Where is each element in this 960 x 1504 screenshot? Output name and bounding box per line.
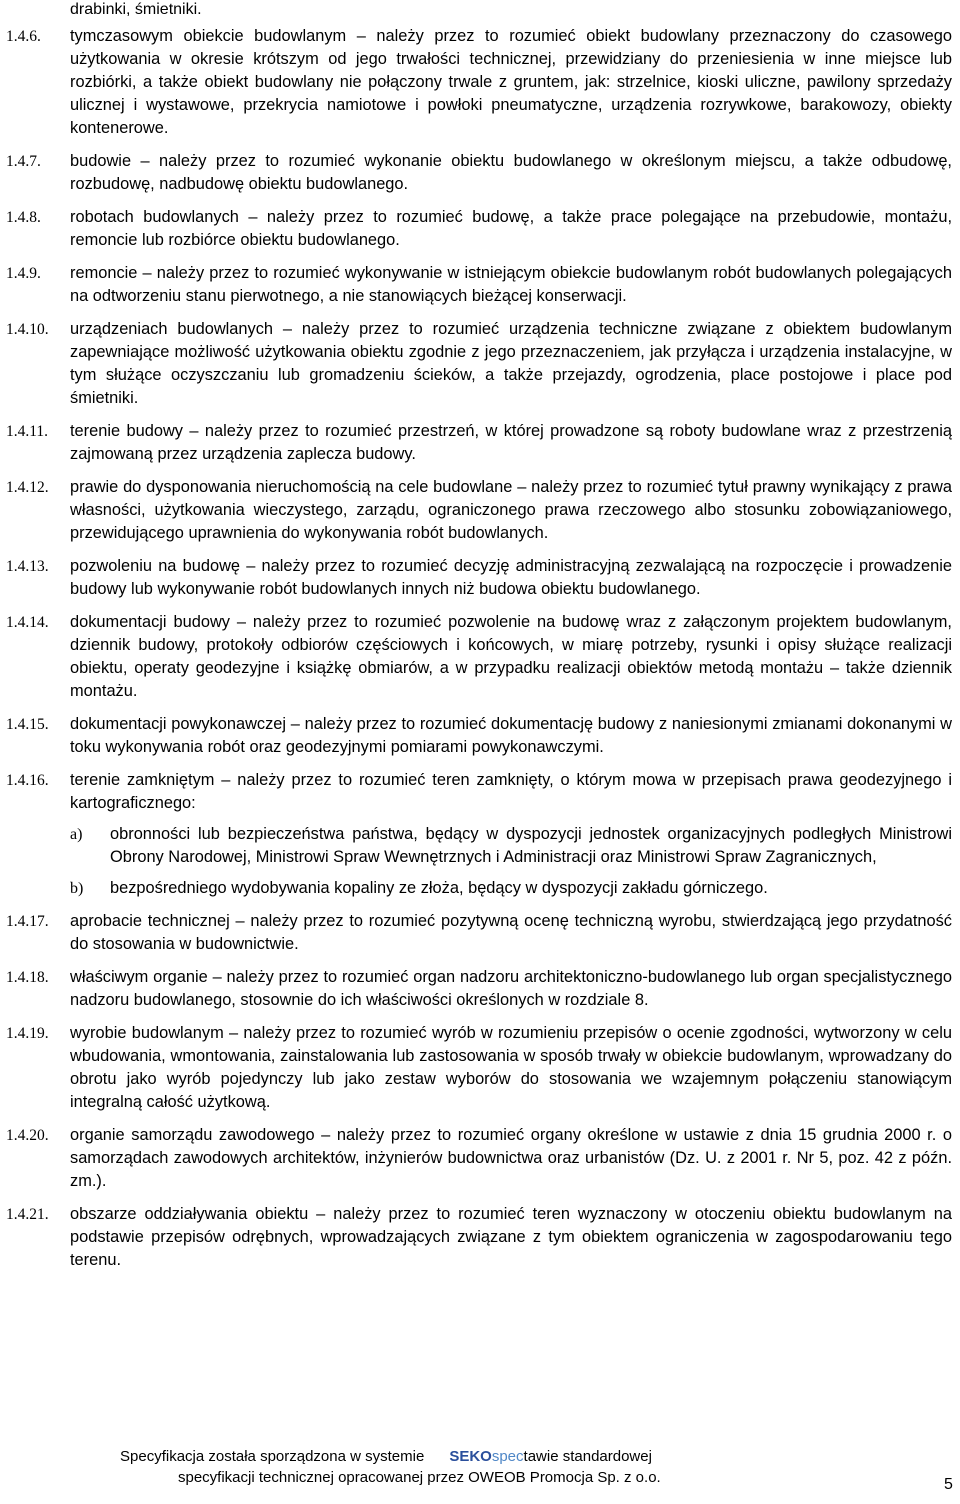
definition-number: 1.4.13. [6,558,49,575]
definition-number: 1.4.12. [6,479,49,496]
definition-text: terenie zamkniętym – należy przez to rozumieć teren zamknięty, o którym mowa w przepisach prawa geodezyjnego i kartograficznego: [70,771,952,812]
definition-item [0,1203,960,1272]
definition-text: dokumentacji powykonawczej – należy przez to rozumieć dokumentację budowy z naniesionymi zmianami dokonanymi w toku wykonywania robót oraz geodezyjnymi pomiarami powykonawczymi. [70,715,952,756]
definition-number: 1.4.19. [6,1025,49,1042]
definition-text: dokumentacji budowy – należy przez to rozumieć pozwolenie na budowę wraz z załączonym projektem budowlanym, dziennik budowy, protokoły odbiorów częściowych i końcowych, w miarę potrzeby, rysunki i opisy służące realizacji obiektu, operaty geodezyjne i książkę obmiarów, a w przypadku realizacji obiektów metodą montażu – także dziennik montażu. [70,613,952,700]
definition-item [0,206,960,252]
footer-suffix: tawie standardowej [523,1448,652,1465]
definition-number: 1.4.7. [6,153,41,170]
definition-number: 1.4.18. [6,969,49,986]
definition-text: tymczasowym obiekcie budowlanym – należy przez to rozumieć obiekt budowlany przeznaczony do czasowego użytkowania w okresie krótszym od jego trwałości technicznej, przewidziany do przeniesienia w inne miejsce lub rozbiórki, a także obiekt budowlany nie połączony trwale z gruntem, jak: strzelnice, kioski uliczne, pawilony sprzedaży ulicznej i wystawowe, przekrycia namiotowe i powłoki pneumatyczne, urządzenia rozrywkowe, barakowozy, obiekty kontenerowe. [70,27,952,137]
definition-number: 1.4.14. [6,614,49,631]
definition-number: 1.4.20. [6,1127,49,1144]
definition-item [0,318,960,410]
footer-line-1 [120,1446,652,1467]
definition-text: organie samorządu zawodowego – należy przez to rozumieć organy określone w ustawie z dnia 15 grudnia 2000 r. o samorządach zawodowych architektów, inżynierów budownictwa oraz urbanistów (Dz. U. z 2001 r. Nr 5, poz. 42 z późn. zm.). [70,1126,952,1190]
definition-item [0,420,960,466]
definition-text: wyrobie budowlanym – należy przez to rozumieć wyrób w rozumieniu przepisów o ocenie zgodności, wytworzony w celu wbudowania, wmontowania, zainstalowania lub zastosowania w sposób trwały w obiekcie budowlanym, wprowadzany do obrotu jako wyrób pojedynczy lub jako zestaw wyborów do stosowania we wzajemnym połączeniu stanowiącym integralną całość użytkową. [70,1024,952,1111]
definition-text: robotach budowlanych – należy przez to rozumieć budowę, a także prace polegające na przebudowie, montażu, remoncie lub rozbiórce obiektu budowlanego. [70,208,952,249]
footer-prefix: Specyfikacja została sporządzona w systemie [120,1448,425,1465]
definitions-list [0,25,960,1282]
definition-number: 1.4.9. [6,265,41,282]
definition-item [0,1124,960,1193]
definition-item [0,769,960,900]
definition-item [0,555,960,601]
definition-number: 1.4.21. [6,1206,49,1223]
definition-item [0,25,960,140]
definition-subitem [70,823,952,869]
definition-subitem [70,877,952,900]
definition-number: 1.4.8. [6,209,41,226]
page-number: 5 [944,1476,953,1493]
definition-text: prawie do dysponowania nieruchomością na cele budowlane – należy przez to rozumieć tytuł prawny wynikający z prawa własności, użytkowania wieczystego, zarządu, ograniczonego prawa rzeczowego albo stosunku zobowiązaniowego, przewidującego uprawnienia do wykonywania robót budowlanych. [70,478,952,542]
continued-text: drabinki, śmietniki. [70,1,202,18]
definition-item [0,966,960,1012]
definition-item [0,910,960,956]
subitem-letter: a) [70,826,83,843]
logo-bold-text: SEKO [449,1448,492,1465]
definition-text: właściwym organie – należy przez to rozumieć organ nadzoru architektoniczno-budowlanego lub organ specjalistycznego nadzoru budowlanego, stosownie do ich właściwości określonych w rozdziale 8. [70,968,952,1009]
definition-number: 1.4.6. [6,28,41,45]
definition-text: aprobacie technicznej – należy przez to rozumieć pozytywną ocenę techniczną wyrobu, stwierdzającą jego przydatność do stosowania w budownictwie. [70,912,952,953]
footer-line-2: specyfikacji technicznej opracowanej przez OWEOB Promocja Sp. z o.o. [178,1469,661,1486]
definition-text: budowie – należy przez to rozumieć wykonanie obiektu budowlanego w określonym miejscu, a także odbudowę, rozbudowę, nadbudowę obiektu budowlanego. [70,152,952,193]
subitem-text: bezpośredniego wydobywania kopaliny ze złoża, będący w dyspozycji zakładu górniczego. [110,879,768,897]
definition-item [0,150,960,196]
definition-item [0,262,960,308]
subitem-text: obronności lub bezpieczeństwa państwa, będący w dyspozycji jednostek organizacyjnych podległych Ministrowi Obrony Narodowej, Ministrowi Spraw Wewnętrznych i Administracji oraz Ministrowi Spraw Zagranicznych, [110,825,952,866]
definition-text: obszarze oddziaływania obiektu – należy przez to rozumieć teren wyznaczony w otoczeniu obiektu budowlanym na podstawie przepisów odrębnych, wprowadzających związane z tym obiektem ograniczenia w zagospodarowaniu tego terenu. [70,1205,952,1269]
definition-number: 1.4.11. [6,423,49,440]
definition-text: terenie budowy – należy przez to rozumieć przestrzeń, w której prowadzone są roboty budowlane wraz z przestrzenią zajmowaną przez urządzenia zaplecza budowy. [70,422,952,463]
definition-number: 1.4.15. [6,716,49,733]
definition-item [0,611,960,703]
definition-number: 1.4.10. [6,321,49,338]
definition-item [0,713,960,759]
logo-light-text: spec [491,1448,524,1465]
subitem-letter: b) [70,880,84,897]
definition-text: pozwoleniu na budowę – należy przez to rozumieć decyzję administracyjną zezwalającą na rozpoczęcie i prowadzenie budowy lub wykonywanie robót budowlanych innych niż budowa obiektu budowlanego. [70,557,952,598]
definition-number: 1.4.17. [6,913,49,930]
definition-number: 1.4.16. [6,772,49,789]
definition-text: urządzeniach budowlanych – należy przez to rozumieć urządzenia techniczne związane z obiektem budowlanym zapewniające możliwość użytkowania obiektu zgodnie z jego przeznaczeniem, jak przyłącza i urządzenia instalacyjne, w tym służące oczyszczaniu lub gromadzeniu ścieków, a także przejazdy, ogrodzenia, place postojowe i place pod śmietniki. [70,320,952,407]
sekospec-logo [449,1448,523,1465]
definition-item [0,1022,960,1114]
definition-text: remoncie – należy przez to rozumieć wykonywanie w istniejącym obiekcie budowlanym robót budowlanych polegających na odtworzeniu stanu pierwotnego, a nie stanowiących bieżącej konserwacji. [70,264,952,305]
definition-item [0,476,960,545]
